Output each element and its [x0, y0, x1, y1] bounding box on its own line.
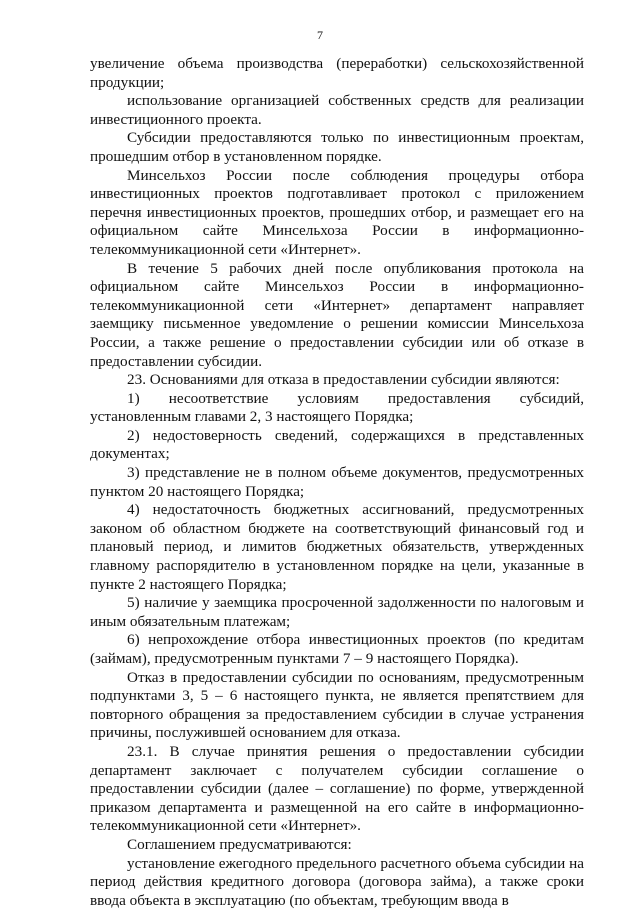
paragraph-8: 2) недостоверность сведений, содержащихся в представленных документах;	[90, 426, 584, 463]
paragraph-1: увеличение объема производства (переработки) сельскохозяйственной продукции;	[90, 55, 584, 91]
paragraph-5: В течение 5 рабочих дней после опубликования протокола на официальном сайте Минсельхоз России в информационно-телекоммуникационной сети «Интернет» департамент направляет заемщику письменное уведомление о решении комиссии Минсельхоза России, а также решение о предоставлении субсидии или об отказе в предоставлении субсидии.	[90, 259, 584, 370]
paragraph-10: 4) недостаточность бюджетных ассигнований, предусмотренных законом об областном бюджете на соответствующий финансовый год и плановый период, и лимитов бюджетных обязательств, утвержденных главному распорядителю в установленном порядке на цели, указанные в пункте 2 настоящего Порядка;	[90, 501, 584, 593]
paragraph-3: Субсидии предоставляются только по инвестиционным проектам, прошедшим отбор в установленном порядке.	[90, 129, 584, 165]
paragraph-13: Отказ в предоставлении субсидии по основаниям, предусмотренным подпунктами 3, 5 – 6 настоящего пункта, не является препятствием для повторного обращения за предоставлением субсидии в случае устранения причины, послужившей основанием для отказа.	[90, 668, 584, 742]
document-body	[90, 55, 584, 910]
paragraph-2: использование организацией собственных средств для реализации инвестиционного проекта.	[90, 92, 584, 128]
paragraph-7: 1) несоответствие условиям предоставления субсидий, установленным главами 2, 3 настоящего Порядка;	[90, 389, 584, 426]
paragraph-4: Минсельхоз России после соблюдения процедуры отбора инвестиционных проектов подготавливает протокол с приложением перечня инвестиционных проектов, прошедших отбор, и размещает его на официальном сайте Минсельхоза России в информационно-телекоммуникационной сети «Интернет».	[90, 166, 584, 258]
paragraph-9: 3) представление не в полном объеме документов, предусмотренных пунктом 20 настоящего Порядка;	[90, 464, 584, 500]
paragraph-6: 23. Основаниями для отказа в предоставлении субсидии являются:	[127, 371, 560, 389]
page-number: 7	[317, 28, 323, 42]
paragraph-12: 6) непрохождение отбора инвестиционных проектов (по кредитам (займам), предусмотренным пунктами 7 – 9 настоящего Порядка).	[90, 631, 584, 667]
paragraph-14: 23.1. В случае принятия решения о предоставлении субсидии департамент заключает с получателем субсидии соглашение о предоставлении субсидии (далее – соглашение) по форме, утвержденной приказом департамента и размещенной на его сайте в информационно-телекоммуникационной сети «Интернет».	[90, 742, 584, 835]
paragraph-16: установление ежегодного предельного расчетного объема субсидии на период действия кредитного договора (договора займа), а также сроки ввода объекта в эксплуатацию (по объектам, требующим ввода в	[90, 854, 584, 909]
paragraph-11: 5) наличие у заемщика просроченной задолженности по налоговым и иным обязательным платежам;	[90, 594, 584, 630]
paragraph-15: Соглашением предусматриваются:	[127, 835, 352, 853]
